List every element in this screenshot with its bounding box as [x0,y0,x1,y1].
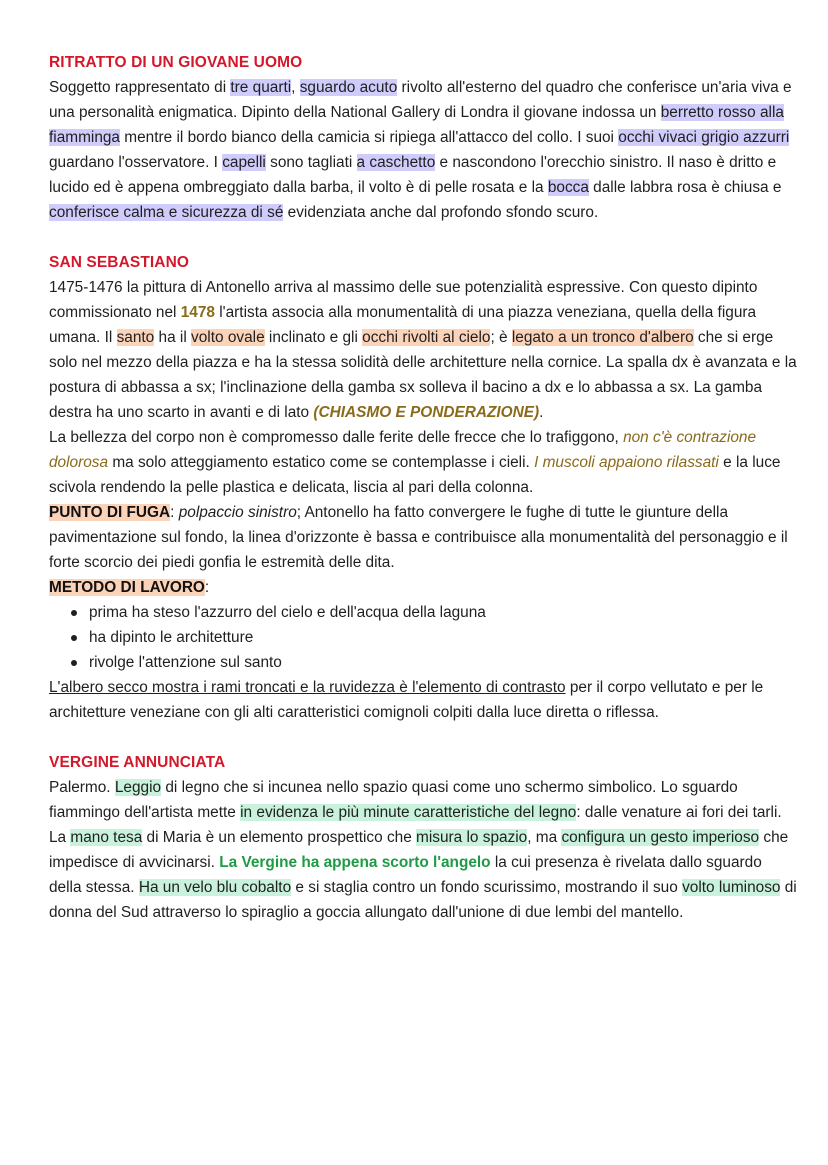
text: che impedisce di avvicinarsi. [49,829,789,871]
keyword-emphasis: (CHIASMO E PONDERAZIONE) [313,404,540,421]
underlined-text: L'albero secco mostra i rami troncati e la ruvidezza è l'elemento di contrasto [49,679,566,696]
text: rivolto all'esterno del quadro che conferisce un'aria viva e una personalità enigmatica. Dipinto della National Gallery di Londra il giovane indossa un [49,79,792,121]
text: , [291,79,300,96]
section-paragraph [49,500,798,575]
text: ha il [154,329,192,346]
text: sono tagliati [265,154,357,171]
text: e la luce scivola rendendo la pelle plastica e delicata, liscia al pari della colonna. [49,454,781,496]
text: l'artista associa alla monumentalità di una piazza veneziana, quella della figura umana. Il [49,304,757,346]
bullet-icon [71,635,77,641]
highlight-blue: occhi vivaci grigio azzurri [618,129,790,146]
highlight-blue: tre quarti [230,79,292,96]
text: inclinato e gli [264,329,363,346]
text: ; è [490,329,512,346]
text: , ma [527,829,562,846]
section-vergine [49,750,798,925]
highlight-blue: sguardo acuto [299,79,398,96]
highlight-blue: conferisce calma e sicurezza di sé [49,204,284,221]
list-item-text: ha dipinto le architetture [89,629,254,646]
highlight-orange: santo [116,329,155,346]
text: . [539,404,544,421]
bullet-icon [71,610,77,616]
text: : dalle venature ai fori dei tarli. La [49,804,782,846]
highlight-green: Ha un velo blu cobalto [138,879,292,896]
highlight-green: volto luminoso [682,879,781,896]
italic-text: polpaccio sinistro [178,504,297,521]
metodo-heading [49,575,798,600]
list-item-text: prima ha steso l'azzurro del cielo e dell'acqua della laguna [89,604,486,621]
list-item-text: rivolge l'attenzione sul santo [89,654,282,671]
highlight-orange: occhi rivolti al cielo [362,329,491,346]
highlight-green: mano tesa [70,829,143,846]
text: che si erge solo nel mezzo della piazza e ha la stessa solidità delle architetture nella cornice. La spalla dx è avanzata e la postura di abbassa a sx; l'inclinazione della gamba sx solleva il bacino a dx e lo abbassa a sx. La gamba destra ha uno scarto in avanti e di lato [49,329,797,421]
text: per il corpo vellutato e per le architetture veneziane con gli alti caratteristici comignoli colpiti dalla luce diretta o riflessa. [49,679,764,721]
text: evidenziata anche dal profondo sfondo scuro. [283,204,599,221]
text: guardano l'osservatore. I [49,154,223,171]
section-title: SAN SEBASTIANO [49,254,190,271]
text: Soggetto rappresentato di [49,79,231,96]
text: di legno che si incunea nello spazio quasi come uno schermo simbolico. Lo sguardo fiammingo dell'artista mette [49,779,738,821]
highlight-green: Leggio [114,779,162,796]
list-item [71,625,798,650]
section-paragraph [49,675,798,725]
section-paragraph [49,775,798,925]
section-sebastiano [49,250,798,725]
highlight-green: in evidenza le più minute caratteristiche del legno [240,804,577,821]
text: e si staglia contro un fondo scurissimo, mostrando il suo [291,879,683,896]
highlight-blue: bocca [547,179,589,196]
text: e nascondono l'orecchio sinistro. Il naso è dritto e lucido ed è appena ombreggiato dalla barba, il volto è di pelle rosata e la [49,154,777,196]
section-paragraph [49,275,798,425]
italic-emphasis: non c'è contrazione dolorosa [49,429,757,471]
section-title: RITRATTO DI UN GIOVANE UOMO [49,54,303,71]
highlight-orange: volto ovale [191,329,265,346]
text: 1475-1476 la pittura di Antonello arriva al massimo delle sue potenzialità espressive. Con questo dipinto commissionato nel [49,279,758,321]
text: ma solo atteggiamento estatico come se contemplasse i cieli. [108,454,535,471]
highlight-blue: berretto rosso alla fiamminga [49,104,784,146]
text: : [204,579,210,596]
highlight-blue: a caschetto [356,154,436,171]
list-item [71,650,798,675]
highlight-green: configura un gesto imperioso [561,829,760,846]
section-paragraph [49,425,798,500]
bullet-list [49,600,798,675]
text: La bellezza del corpo non è compromesso dalle ferite delle frecce che lo trafiggono, [49,429,624,446]
highlight-green: misura lo spazio [416,829,528,846]
label-punto-di-fuga: PUNTO DI FUGA [49,504,171,521]
section-paragraph [49,75,798,225]
text: la cui presenza è rivelata dallo sguardo della stessa. [49,854,762,896]
highlight-orange: legato a un tronco d'albero [511,329,694,346]
section-ritratto [49,50,798,225]
list-item [71,600,798,625]
text: ; Antonello ha fatto convergere le fughe di tutte le giunture della pavimentazione sul fondo, la linea d'orizzonte è bassa e contribuisce alla monumentalità del personaggio e il forte scorcio dei piedi gonfia le estremità delle dita. [49,504,788,571]
date-emphasis: 1478 [180,304,215,321]
text: dalle labbra rosa è chiusa e [588,179,782,196]
highlight-blue: capelli [222,154,266,171]
italic-emphasis: I muscoli appaiono rilassati [534,454,719,471]
green-bold-emphasis: La Vergine ha appena scorto l'angelo [219,854,491,871]
text: Palermo. [49,779,115,796]
label-metodo-di-lavoro: METODO DI LAVORO [49,579,205,596]
text: mentre il bordo bianco della camicia si ripiega all'attacco del collo. I suoi [120,129,619,146]
section-title: VERGINE ANNUNCIATA [49,754,226,771]
text: : [170,504,179,521]
bullet-icon [71,660,77,666]
text: di donna del Sud attraverso lo spiraglio a goccia allungato dall'unione di due lembi del mantello. [49,879,797,921]
text: di Maria è un elemento prospettico che [142,829,417,846]
